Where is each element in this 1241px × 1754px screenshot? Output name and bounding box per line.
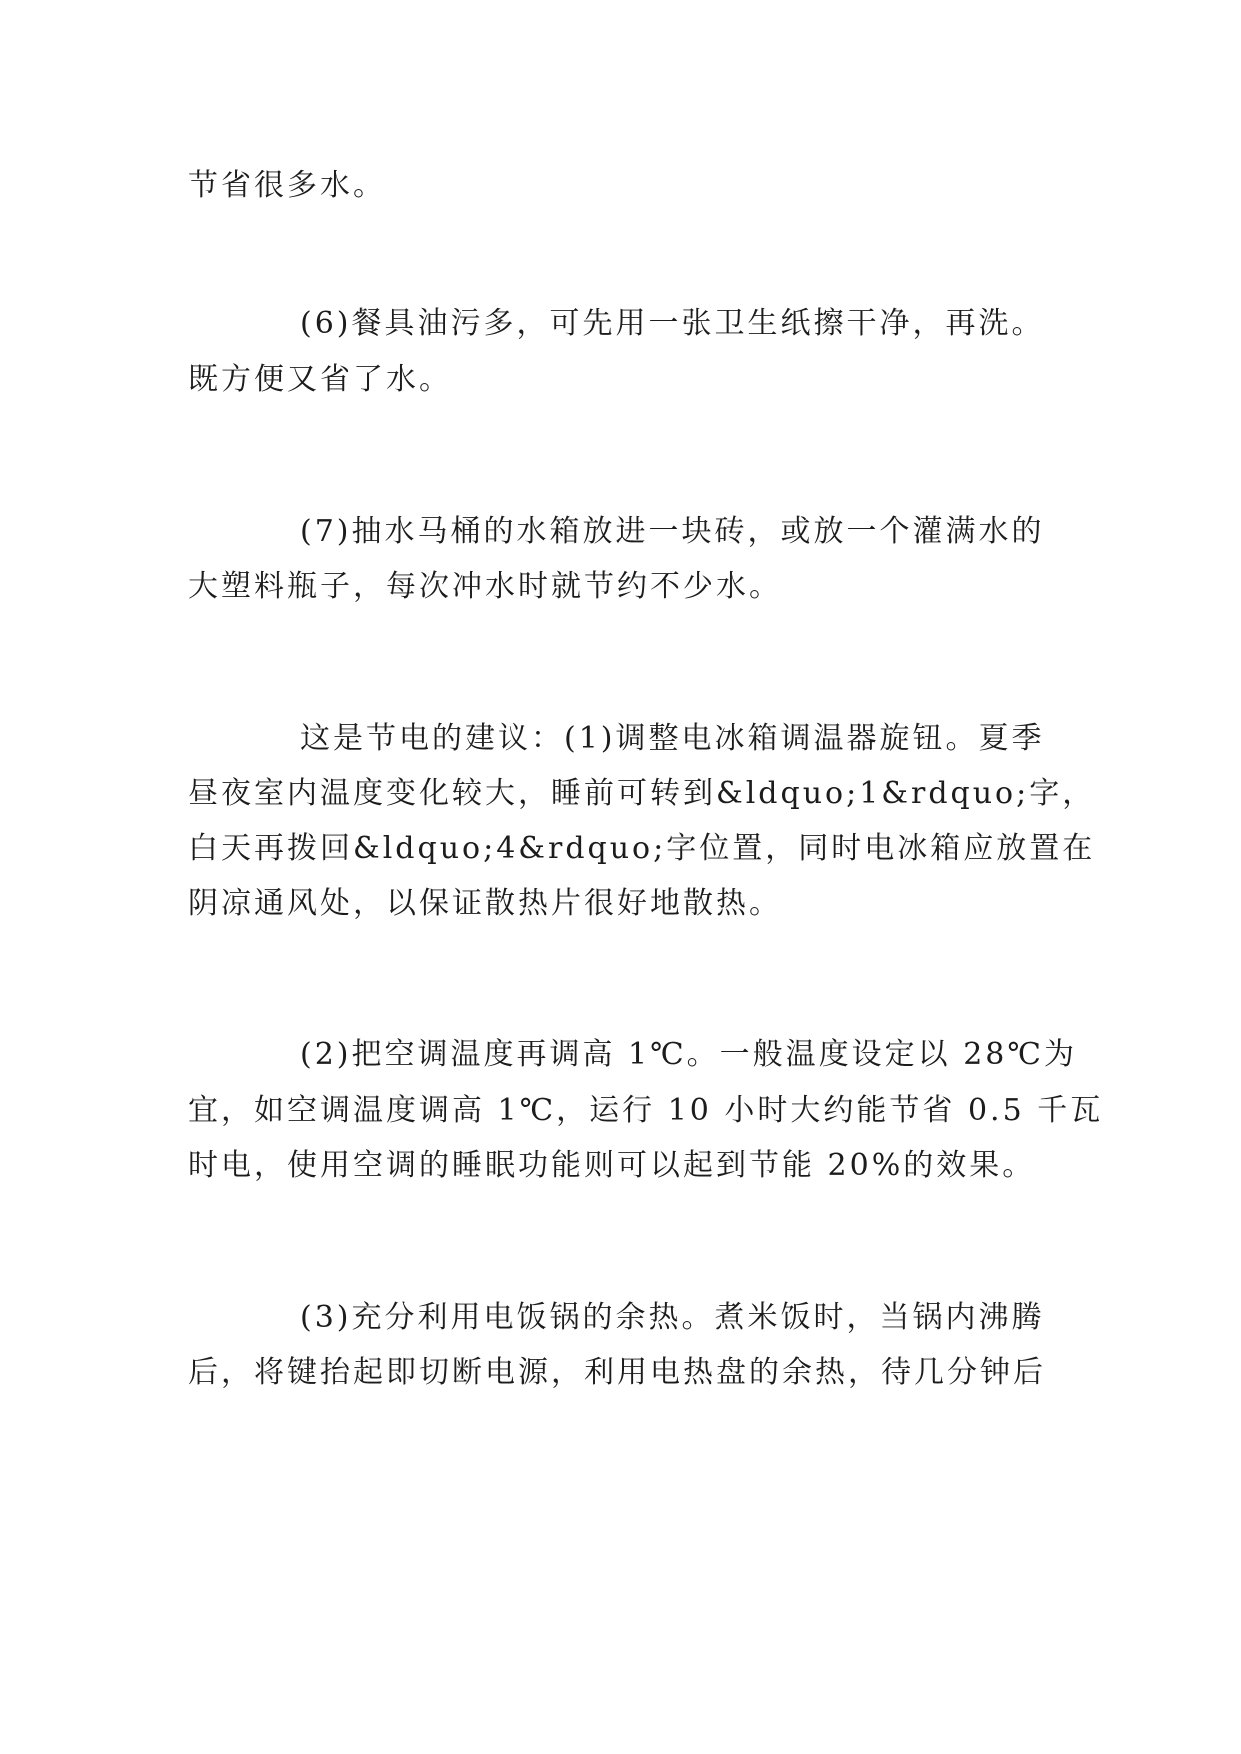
paragraph-line: 后，将键抬起即切断电源，利用电热盘的余热，待几分钟后 xyxy=(188,1355,1046,1390)
paragraph-line: 大塑料瓶子，每次冲水时就节约不少水。 xyxy=(188,569,782,604)
paragraph-line: (6)餐具油污多，可先用一张卫生纸擦干净，再洗。 xyxy=(300,306,1045,341)
paragraph-line: 节省很多水。 xyxy=(188,168,386,203)
paragraph-line: 宜，如空调温度调高 1℃，运行 10 小时大约能节省 0.5 千瓦 xyxy=(188,1093,1104,1128)
paragraph-line: (3)充分利用电饭锅的余热。煮米饭时，当锅内沸腾 xyxy=(300,1300,1045,1335)
paragraph-line: 这是节电的建议：(1)调整电冰箱调温器旋钮。夏季 xyxy=(300,721,1045,756)
paragraph-line: 时电，使用空调的睡眠功能则可以起到节能 20%的效果。 xyxy=(188,1148,1036,1183)
paragraph-line: (2)把空调温度再调高 1℃。一般温度设定以 28℃为 xyxy=(300,1037,1077,1072)
paragraph-line: 昼夜室内温度变化较大，睡前可转到&ldquo;1&rdquo;字， xyxy=(188,776,1096,811)
paragraph-line: (7)抽水马桶的水箱放进一块砖，或放一个灌满水的 xyxy=(300,514,1045,549)
paragraph-line: 阴凉通风处，以保证散热片很好地散热。 xyxy=(188,886,782,921)
paragraph-line: 白天再拨回&ldquo;4&rdquo;字位置，同时电冰箱应放置在 xyxy=(188,831,1096,866)
paragraph-line: 既方便又省了水。 xyxy=(188,362,452,397)
